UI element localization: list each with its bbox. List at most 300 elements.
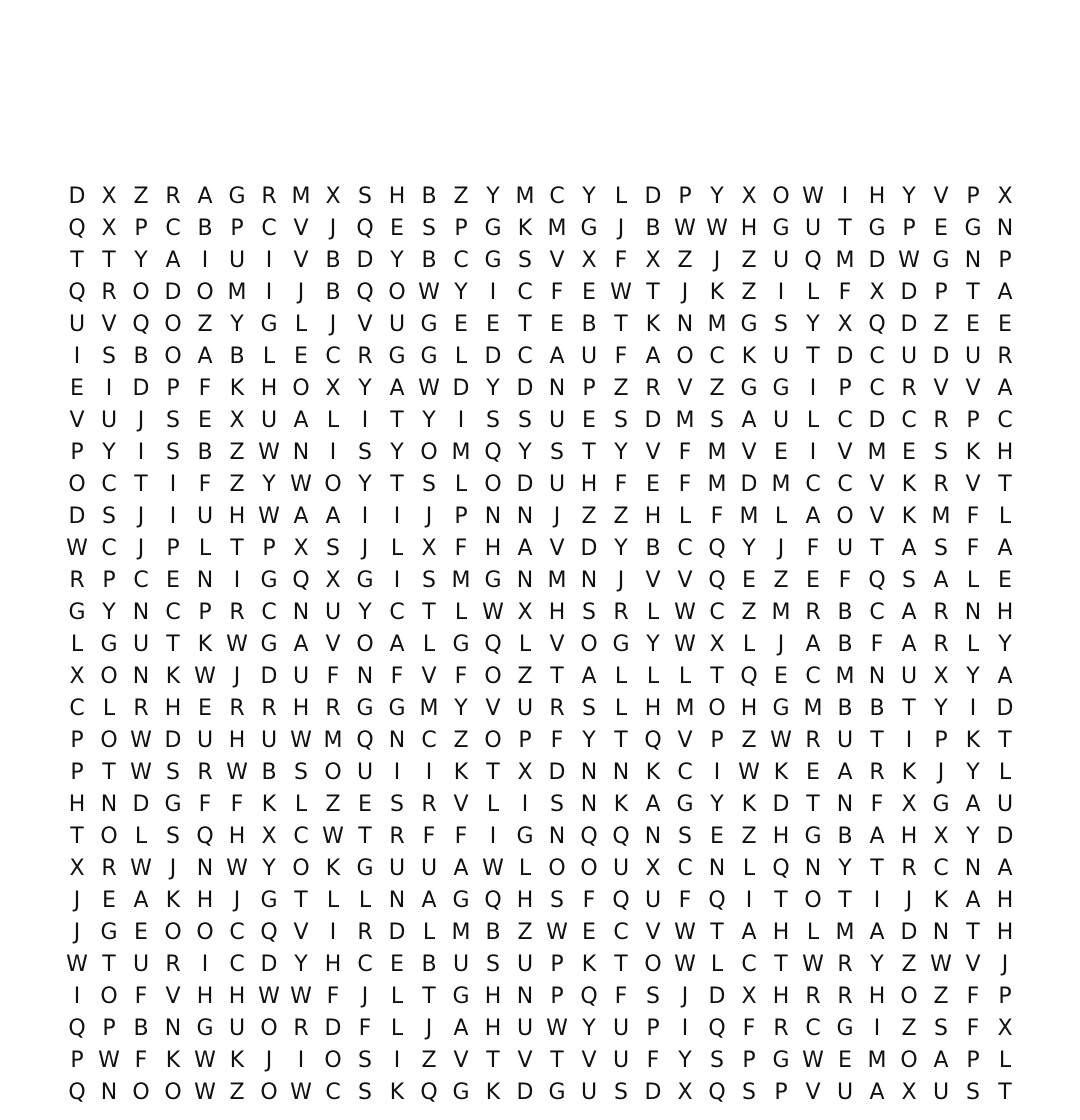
letter-cell[interactable]: M: [867, 439, 887, 465]
letter-cell[interactable]: G: [580, 215, 598, 241]
letter-cell[interactable]: K: [901, 471, 917, 497]
letter-cell[interactable]: Q: [740, 663, 758, 689]
letter-cell[interactable]: M: [707, 311, 727, 337]
letter-cell[interactable]: O: [324, 471, 342, 497]
letter-cell[interactable]: R: [837, 951, 853, 977]
letter-cell[interactable]: O: [164, 311, 182, 337]
letter-cell[interactable]: H: [996, 919, 1014, 945]
letter-cell[interactable]: Y: [678, 1047, 692, 1073]
letter-cell[interactable]: D: [900, 311, 918, 337]
letter-cell[interactable]: H: [580, 471, 598, 497]
letter-cell[interactable]: X: [229, 407, 245, 433]
letter-cell[interactable]: E: [134, 919, 148, 945]
letter-cell[interactable]: A: [293, 631, 309, 657]
letter-cell[interactable]: L: [390, 1015, 404, 1041]
letter-cell[interactable]: N: [164, 1015, 182, 1041]
letter-cell[interactable]: O: [772, 183, 790, 209]
letter-cell[interactable]: Q: [484, 439, 502, 465]
letter-cell[interactable]: S: [358, 439, 372, 465]
letter-cell[interactable]: W: [546, 919, 568, 945]
letter-cell[interactable]: C: [805, 1015, 821, 1041]
letter-cell[interactable]: R: [997, 343, 1013, 369]
letter-cell[interactable]: I: [457, 407, 465, 433]
letter-cell[interactable]: P: [550, 951, 564, 977]
letter-cell[interactable]: U: [580, 1079, 598, 1105]
letter-cell[interactable]: Y: [390, 247, 404, 273]
letter-cell[interactable]: W: [258, 983, 280, 1009]
letter-cell[interactable]: N: [516, 983, 534, 1009]
letter-cell[interactable]: Z: [229, 471, 245, 497]
letter-cell[interactable]: O: [644, 951, 662, 977]
letter-cell[interactable]: V: [453, 1047, 469, 1073]
letter-cell[interactable]: T: [870, 855, 884, 881]
letter-cell[interactable]: E: [102, 887, 116, 913]
letter-cell[interactable]: X: [293, 535, 309, 561]
letter-cell[interactable]: T: [902, 695, 916, 721]
letter-cell[interactable]: Y: [294, 951, 308, 977]
letter-cell[interactable]: G: [932, 791, 950, 817]
letter-cell[interactable]: D: [996, 695, 1014, 721]
letter-cell[interactable]: G: [356, 855, 374, 881]
letter-cell[interactable]: I: [809, 439, 817, 465]
letter-cell[interactable]: J: [777, 535, 785, 561]
letter-cell[interactable]: J: [553, 503, 561, 529]
letter-cell[interactable]: S: [294, 759, 308, 785]
letter-cell[interactable]: T: [518, 311, 532, 337]
letter-cell[interactable]: W: [610, 279, 632, 305]
letter-cell[interactable]: Q: [580, 983, 598, 1009]
letter-cell[interactable]: G: [356, 567, 374, 593]
letter-cell[interactable]: I: [521, 791, 529, 817]
letter-cell[interactable]: Z: [901, 951, 917, 977]
letter-cell[interactable]: P: [198, 599, 212, 625]
letter-cell[interactable]: L: [518, 855, 532, 881]
letter-cell[interactable]: G: [548, 1079, 566, 1105]
letter-cell[interactable]: O: [484, 471, 502, 497]
letter-cell[interactable]: E: [486, 311, 500, 337]
letter-cell[interactable]: M: [515, 183, 535, 209]
letter-cell[interactable]: D: [388, 919, 406, 945]
letter-cell[interactable]: Q: [484, 887, 502, 913]
letter-cell[interactable]: R: [261, 183, 277, 209]
letter-cell[interactable]: Z: [229, 439, 245, 465]
letter-cell[interactable]: T: [710, 663, 724, 689]
letter-cell[interactable]: I: [777, 279, 785, 305]
letter-cell[interactable]: P: [838, 375, 852, 401]
letter-cell[interactable]: H: [196, 887, 214, 913]
letter-cell[interactable]: T: [806, 791, 820, 817]
letter-cell[interactable]: R: [421, 791, 437, 817]
letter-cell[interactable]: H: [644, 695, 662, 721]
letter-cell[interactable]: K: [453, 759, 469, 785]
letter-cell[interactable]: L: [326, 407, 340, 433]
letter-cell[interactable]: J: [361, 983, 369, 1009]
letter-cell[interactable]: O: [100, 983, 118, 1009]
letter-cell[interactable]: U: [964, 343, 982, 369]
letter-cell[interactable]: J: [617, 567, 625, 593]
letter-cell[interactable]: D: [644, 183, 662, 209]
letter-cell[interactable]: G: [100, 631, 118, 657]
letter-cell[interactable]: Y: [230, 311, 244, 337]
letter-cell[interactable]: V: [581, 1047, 597, 1073]
letter-cell[interactable]: T: [390, 407, 404, 433]
letter-cell[interactable]: R: [101, 279, 117, 305]
letter-cell[interactable]: K: [741, 343, 757, 369]
letter-cell[interactable]: U: [132, 951, 150, 977]
letter-cell[interactable]: J: [425, 1015, 433, 1041]
letter-cell[interactable]: M: [835, 663, 855, 689]
letter-cell[interactable]: C: [101, 471, 117, 497]
letter-cell[interactable]: T: [614, 951, 628, 977]
letter-cell[interactable]: E: [582, 407, 596, 433]
letter-cell[interactable]: I: [393, 503, 401, 529]
letter-cell[interactable]: O: [292, 375, 310, 401]
letter-cell[interactable]: L: [774, 503, 788, 529]
letter-cell[interactable]: W: [226, 855, 248, 881]
letter-cell[interactable]: G: [740, 375, 758, 401]
letter-cell[interactable]: Q: [68, 279, 86, 305]
letter-cell[interactable]: U: [388, 311, 406, 337]
letter-cell[interactable]: F: [454, 823, 468, 849]
letter-cell[interactable]: X: [997, 183, 1013, 209]
letter-cell[interactable]: A: [837, 759, 853, 785]
letter-cell[interactable]: R: [293, 1015, 309, 1041]
letter-cell[interactable]: R: [133, 695, 149, 721]
letter-cell[interactable]: R: [805, 983, 821, 1009]
letter-cell[interactable]: T: [102, 247, 116, 273]
letter-cell[interactable]: N: [132, 663, 150, 689]
letter-cell[interactable]: W: [258, 439, 280, 465]
letter-cell[interactable]: R: [869, 759, 885, 785]
letter-cell[interactable]: F: [134, 1047, 148, 1073]
letter-cell[interactable]: E: [774, 663, 788, 689]
letter-cell[interactable]: N: [196, 567, 214, 593]
letter-cell[interactable]: I: [681, 1015, 689, 1041]
letter-cell[interactable]: H: [68, 791, 86, 817]
letter-cell[interactable]: I: [265, 279, 273, 305]
letter-cell[interactable]: U: [772, 247, 790, 273]
letter-cell[interactable]: G: [452, 631, 470, 657]
letter-cell[interactable]: W: [290, 727, 312, 753]
letter-cell[interactable]: S: [934, 535, 948, 561]
letter-cell[interactable]: K: [965, 439, 981, 465]
letter-cell[interactable]: R: [933, 407, 949, 433]
letter-cell[interactable]: G: [676, 791, 694, 817]
letter-cell[interactable]: Y: [358, 599, 372, 625]
letter-cell[interactable]: W: [802, 951, 824, 977]
letter-cell[interactable]: L: [454, 343, 468, 369]
letter-cell[interactable]: T: [166, 631, 180, 657]
letter-cell[interactable]: X: [901, 1079, 917, 1105]
letter-cell[interactable]: E: [550, 311, 564, 337]
letter-cell[interactable]: H: [484, 1015, 502, 1041]
letter-cell[interactable]: J: [681, 983, 689, 1009]
letter-cell[interactable]: V: [965, 471, 981, 497]
letter-cell[interactable]: G: [484, 215, 502, 241]
letter-cell[interactable]: D: [836, 343, 854, 369]
letter-cell[interactable]: S: [774, 311, 788, 337]
letter-cell[interactable]: S: [486, 951, 500, 977]
letter-cell[interactable]: S: [582, 695, 596, 721]
letter-cell[interactable]: T: [70, 247, 84, 273]
letter-cell[interactable]: V: [293, 919, 309, 945]
letter-cell[interactable]: L: [134, 823, 148, 849]
letter-cell[interactable]: B: [421, 951, 437, 977]
letter-cell[interactable]: M: [803, 695, 823, 721]
letter-cell[interactable]: U: [516, 695, 534, 721]
letter-cell[interactable]: T: [550, 1047, 564, 1073]
letter-cell[interactable]: C: [997, 407, 1013, 433]
letter-cell[interactable]: L: [294, 791, 308, 817]
letter-cell[interactable]: W: [226, 631, 248, 657]
letter-cell[interactable]: H: [228, 503, 246, 529]
letter-cell[interactable]: R: [165, 951, 181, 977]
letter-cell[interactable]: N: [388, 727, 406, 753]
letter-cell[interactable]: V: [965, 951, 981, 977]
letter-cell[interactable]: E: [806, 567, 820, 593]
letter-cell[interactable]: S: [422, 215, 436, 241]
letter-cell[interactable]: M: [771, 599, 791, 625]
letter-cell[interactable]: S: [966, 1079, 980, 1105]
letter-cell[interactable]: U: [292, 663, 310, 689]
letter-cell[interactable]: S: [422, 567, 436, 593]
letter-cell[interactable]: E: [454, 311, 468, 337]
letter-cell[interactable]: Q: [644, 727, 662, 753]
letter-cell[interactable]: B: [325, 247, 341, 273]
letter-cell[interactable]: L: [614, 695, 628, 721]
letter-cell[interactable]: T: [294, 887, 308, 913]
letter-cell[interactable]: T: [870, 535, 884, 561]
letter-cell[interactable]: A: [933, 1047, 949, 1073]
letter-cell[interactable]: D: [516, 471, 534, 497]
letter-cell[interactable]: H: [900, 823, 918, 849]
letter-cell[interactable]: P: [166, 535, 180, 561]
letter-cell[interactable]: Y: [966, 663, 980, 689]
letter-cell[interactable]: F: [870, 631, 884, 657]
letter-cell[interactable]: Q: [68, 1015, 86, 1041]
letter-cell[interactable]: W: [482, 855, 504, 881]
letter-cell[interactable]: R: [69, 567, 85, 593]
letter-cell[interactable]: U: [260, 727, 278, 753]
letter-cell[interactable]: Y: [838, 855, 852, 881]
letter-cell[interactable]: V: [101, 311, 117, 337]
letter-cell[interactable]: K: [165, 663, 181, 689]
letter-cell[interactable]: U: [772, 407, 790, 433]
letter-cell[interactable]: G: [516, 823, 534, 849]
letter-cell[interactable]: W: [770, 727, 792, 753]
letter-cell[interactable]: Q: [356, 215, 374, 241]
letter-cell[interactable]: B: [837, 823, 853, 849]
letter-cell[interactable]: Z: [741, 279, 757, 305]
letter-cell[interactable]: H: [740, 215, 758, 241]
letter-cell[interactable]: C: [677, 759, 693, 785]
letter-cell[interactable]: B: [197, 439, 213, 465]
letter-cell[interactable]: I: [105, 375, 113, 401]
letter-cell[interactable]: Q: [356, 279, 374, 305]
letter-cell[interactable]: L: [998, 1047, 1012, 1073]
letter-cell[interactable]: D: [708, 983, 726, 1009]
letter-cell[interactable]: K: [165, 1047, 181, 1073]
letter-cell[interactable]: L: [742, 631, 756, 657]
letter-cell[interactable]: Z: [741, 599, 757, 625]
letter-cell[interactable]: F: [870, 791, 884, 817]
letter-cell[interactable]: T: [774, 951, 788, 977]
letter-cell[interactable]: A: [293, 503, 309, 529]
letter-cell[interactable]: F: [614, 247, 628, 273]
letter-cell[interactable]: X: [709, 631, 725, 657]
letter-cell[interactable]: Z: [933, 311, 949, 337]
letter-cell[interactable]: X: [69, 663, 85, 689]
letter-cell[interactable]: U: [580, 343, 598, 369]
letter-cell[interactable]: V: [805, 1079, 821, 1105]
letter-cell[interactable]: Y: [934, 695, 948, 721]
letter-cell[interactable]: T: [870, 727, 884, 753]
letter-cell[interactable]: V: [645, 567, 661, 593]
letter-cell[interactable]: D: [68, 183, 86, 209]
letter-cell[interactable]: F: [838, 279, 852, 305]
letter-cell[interactable]: S: [486, 407, 500, 433]
letter-cell[interactable]: F: [454, 535, 468, 561]
letter-cell[interactable]: K: [773, 759, 789, 785]
letter-cell[interactable]: E: [198, 407, 212, 433]
letter-cell[interactable]: P: [934, 279, 948, 305]
letter-cell[interactable]: B: [837, 695, 853, 721]
letter-cell[interactable]: B: [485, 919, 501, 945]
letter-cell[interactable]: H: [388, 183, 406, 209]
letter-cell[interactable]: O: [484, 663, 502, 689]
letter-cell[interactable]: G: [772, 215, 790, 241]
letter-cell[interactable]: U: [228, 247, 246, 273]
letter-cell[interactable]: F: [198, 471, 212, 497]
letter-cell[interactable]: Q: [68, 1079, 86, 1105]
letter-cell[interactable]: G: [868, 215, 886, 241]
letter-cell[interactable]: I: [745, 887, 753, 913]
letter-cell[interactable]: P: [102, 1015, 116, 1041]
letter-cell[interactable]: W: [226, 759, 248, 785]
letter-cell[interactable]: J: [137, 503, 145, 529]
letter-cell[interactable]: A: [421, 887, 437, 913]
letter-cell[interactable]: Z: [741, 727, 757, 753]
letter-cell[interactable]: U: [932, 1079, 950, 1105]
letter-cell[interactable]: G: [260, 887, 278, 913]
letter-cell[interactable]: F: [966, 535, 980, 561]
letter-cell[interactable]: D: [260, 663, 278, 689]
letter-cell[interactable]: G: [68, 599, 86, 625]
letter-cell[interactable]: F: [134, 983, 148, 1009]
letter-cell[interactable]: L: [966, 567, 980, 593]
letter-cell[interactable]: M: [451, 439, 471, 465]
letter-cell[interactable]: I: [393, 1047, 401, 1073]
letter-cell[interactable]: M: [707, 471, 727, 497]
letter-cell[interactable]: N: [484, 503, 502, 529]
letter-cell[interactable]: P: [70, 439, 84, 465]
letter-cell[interactable]: E: [294, 343, 308, 369]
letter-cell[interactable]: P: [262, 535, 276, 561]
letter-cell[interactable]: Z: [517, 919, 533, 945]
letter-cell[interactable]: V: [677, 567, 693, 593]
letter-cell[interactable]: P: [166, 375, 180, 401]
letter-cell[interactable]: R: [229, 599, 245, 625]
letter-cell[interactable]: F: [550, 727, 564, 753]
letter-cell[interactable]: U: [900, 343, 918, 369]
letter-cell[interactable]: O: [548, 855, 566, 881]
letter-cell[interactable]: E: [582, 279, 596, 305]
letter-cell[interactable]: C: [869, 343, 885, 369]
letter-cell[interactable]: Y: [582, 183, 596, 209]
letter-cell[interactable]: Y: [486, 183, 500, 209]
letter-cell[interactable]: M: [675, 407, 695, 433]
letter-cell[interactable]: Z: [517, 663, 533, 689]
letter-cell[interactable]: M: [707, 439, 727, 465]
letter-cell[interactable]: O: [100, 727, 118, 753]
letter-cell[interactable]: Q: [708, 567, 726, 593]
letter-cell[interactable]: A: [869, 919, 885, 945]
letter-cell[interactable]: E: [358, 791, 372, 817]
letter-cell[interactable]: B: [421, 247, 437, 273]
letter-cell[interactable]: W: [418, 375, 440, 401]
letter-cell[interactable]: T: [102, 951, 116, 977]
letter-cell[interactable]: W: [322, 823, 344, 849]
letter-cell[interactable]: N: [100, 1079, 118, 1105]
letter-cell[interactable]: G: [484, 567, 502, 593]
letter-cell[interactable]: U: [356, 759, 374, 785]
letter-cell[interactable]: R: [197, 759, 213, 785]
letter-cell[interactable]: Q: [420, 1079, 438, 1105]
letter-cell[interactable]: Y: [262, 471, 276, 497]
letter-cell[interactable]: K: [645, 759, 661, 785]
letter-cell[interactable]: D: [324, 1015, 342, 1041]
letter-cell[interactable]: B: [261, 759, 277, 785]
letter-cell[interactable]: L: [678, 503, 692, 529]
letter-cell[interactable]: Z: [741, 823, 757, 849]
letter-cell[interactable]: G: [196, 1015, 214, 1041]
letter-cell[interactable]: W: [738, 759, 760, 785]
letter-cell[interactable]: Y: [902, 183, 916, 209]
letter-cell[interactable]: S: [902, 567, 916, 593]
letter-cell[interactable]: Y: [710, 183, 724, 209]
letter-cell[interactable]: X: [645, 247, 661, 273]
letter-cell[interactable]: I: [233, 567, 241, 593]
letter-cell[interactable]: A: [869, 823, 885, 849]
letter-cell[interactable]: U: [196, 503, 214, 529]
letter-cell[interactable]: W: [674, 215, 696, 241]
letter-cell[interactable]: F: [358, 1015, 372, 1041]
letter-cell[interactable]: N: [388, 887, 406, 913]
letter-cell[interactable]: A: [549, 343, 565, 369]
letter-cell[interactable]: R: [389, 823, 405, 849]
letter-cell[interactable]: K: [933, 887, 949, 913]
letter-cell[interactable]: B: [645, 215, 661, 241]
letter-cell[interactable]: D: [516, 1079, 534, 1105]
letter-cell[interactable]: I: [361, 503, 369, 529]
letter-cell[interactable]: X: [421, 535, 437, 561]
letter-cell[interactable]: M: [835, 919, 855, 945]
letter-cell[interactable]: Q: [804, 247, 822, 273]
letter-cell[interactable]: P: [582, 375, 596, 401]
letter-cell[interactable]: O: [68, 471, 86, 497]
letter-cell[interactable]: I: [329, 439, 337, 465]
letter-cell[interactable]: X: [261, 823, 277, 849]
letter-cell[interactable]: L: [294, 311, 308, 337]
letter-cell[interactable]: T: [550, 663, 564, 689]
letter-cell[interactable]: F: [710, 503, 724, 529]
letter-cell[interactable]: R: [837, 983, 853, 1009]
letter-cell[interactable]: U: [324, 599, 342, 625]
letter-cell[interactable]: S: [102, 343, 116, 369]
letter-cell[interactable]: I: [201, 951, 209, 977]
letter-cell[interactable]: U: [548, 471, 566, 497]
letter-cell[interactable]: W: [98, 1047, 120, 1073]
